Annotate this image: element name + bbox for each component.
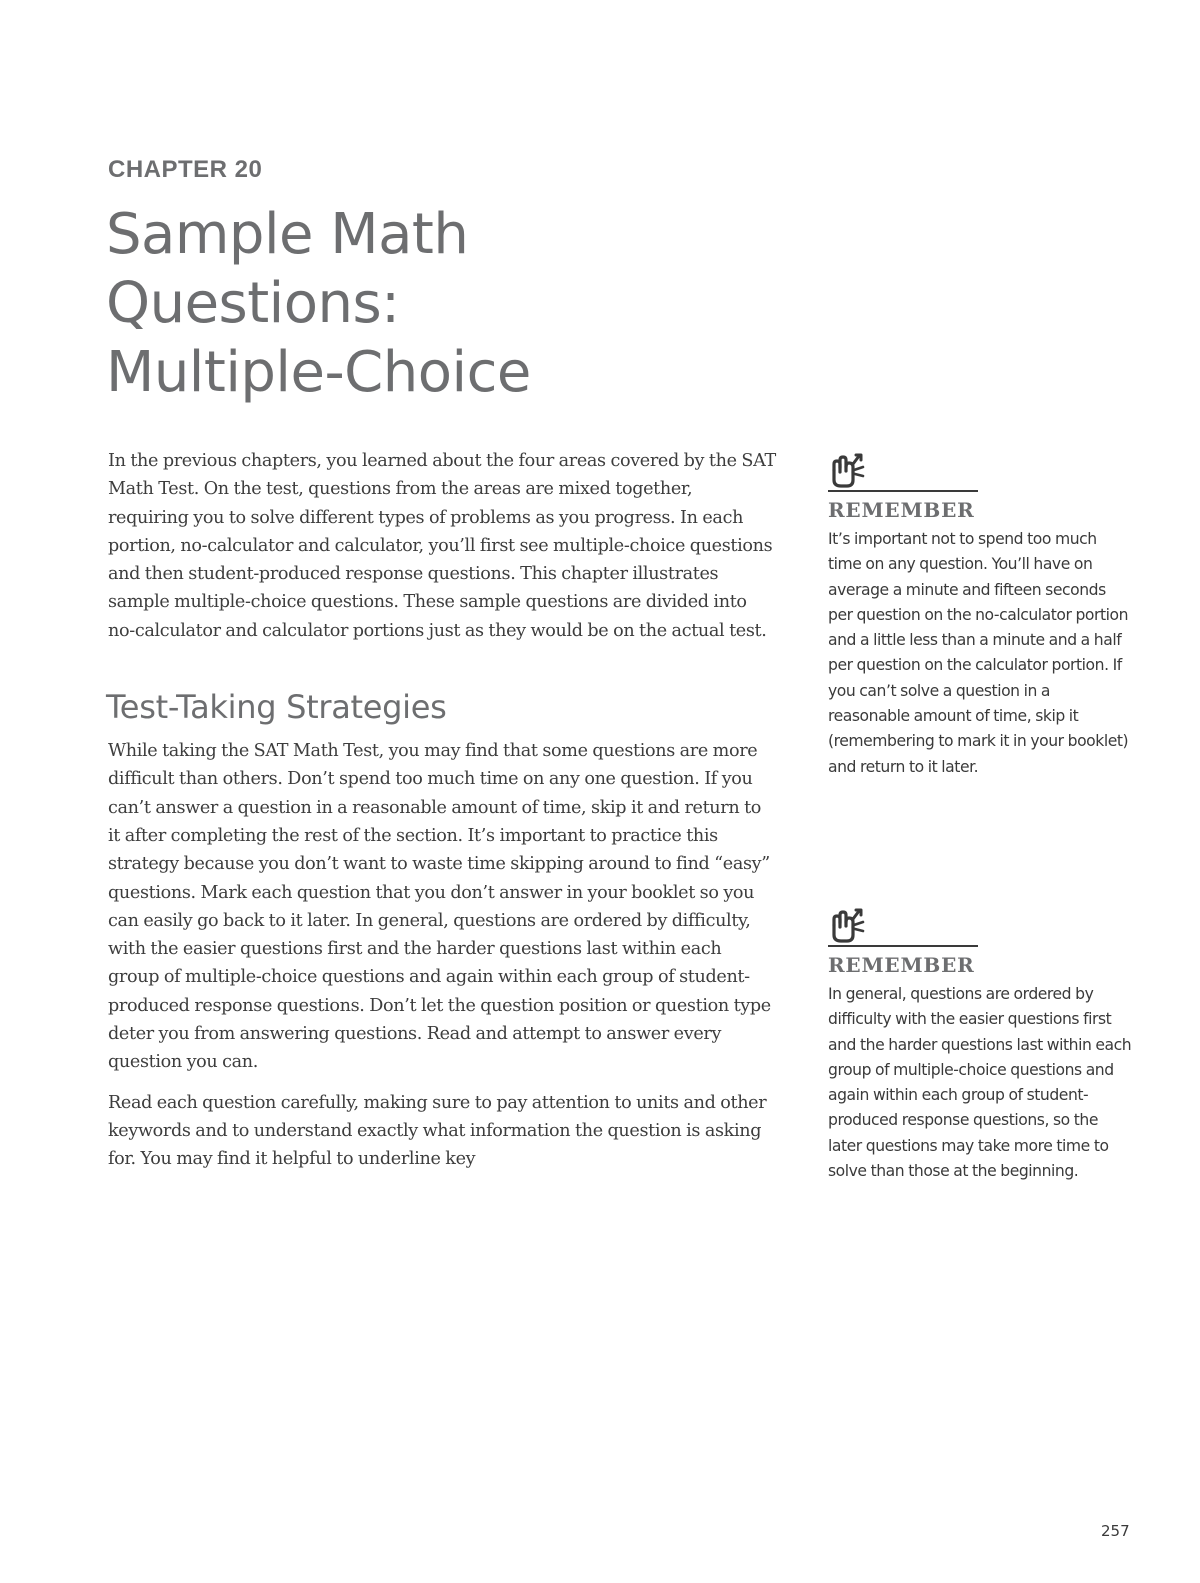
page-number: 257 [1101, 1522, 1130, 1540]
reading-paragraph: Read each question carefully, making sure to pay attention to units and other keywords and to understand exactly what information the question is asking for. You may find it helpful to underline key [108, 1092, 767, 1170]
remember-sidebar-1 [828, 452, 1138, 780]
chapter-title [106, 200, 746, 407]
strategy-paragraph: While taking the SAT Math Test, you may find that some questions are more difficult than others. Don’t spend too much time on any one question. If you can’t answer a question in a reasonable amount of time, skip it and return to it after completing the rest of the section. It’s important to practice this strategy because you don’t want to waste time skipping around to find “easy” questions. Mark each question that you don’t answer in your booklet so you can easily go back to it later. In general, questions are ordered by difficulty, with the easier questions first and the harder questions last within each group of multiple-choice questions and again within each group of student-produced response questions. Don’t let the question position or question type deter you from answering questions. Read and attempt to answer every question you can. [108, 741, 771, 1073]
sidebar-divider [828, 490, 978, 492]
remember-sidebar-2 [828, 907, 1138, 1184]
chapter-title-line-1: Sample Math [106, 202, 469, 267]
chapter-title-line-3: Multiple-Choice [106, 340, 531, 405]
main-column [108, 447, 776, 1174]
chapter-title-line-2: Questions: [106, 271, 400, 336]
pointing-hand-icon [828, 907, 868, 943]
sidebar-text: It’s important not to spend too much time on any question. You’ll have on average a minute and fifteen seconds per question on the no-calculator portion and a little less than a minute and a half per question on the calculator portion. If you can’t solve a question in a reasonable amount of time, skip it (remembering to mark it in your booklet) and return to it later. [828, 530, 1129, 776]
sidebar-heading: REMEMBER [828, 953, 975, 977]
chapter-label: CHAPTER 20 [108, 156, 263, 183]
intro-paragraph: In the previous chapters, you learned about the four areas covered by the SAT Math Test. On the test, questions from the areas are mixed together, requiring you to solve different types of problems as you progress. In each portion, no-calculator and calculator, you’ll first see multiple-choice questions and then student-produced response questions. This chapter illustrates sample multiple-choice questions. These sample questions are divided into no-calculator and calculator portions just as they would be on the actual test. [108, 451, 776, 641]
section-heading: Test-Taking Strategies [106, 688, 447, 727]
pointing-hand-icon [828, 452, 868, 488]
sidebar-divider [828, 945, 978, 947]
sidebar-heading: REMEMBER [828, 498, 975, 522]
sidebar-text: In general, questions are ordered by difficulty with the easier questions first and the harder questions last within each group of multiple-choice questions and again within each group of student-produced response questions, so the later questions may take more time to solve than those at the beginning. [828, 985, 1132, 1181]
